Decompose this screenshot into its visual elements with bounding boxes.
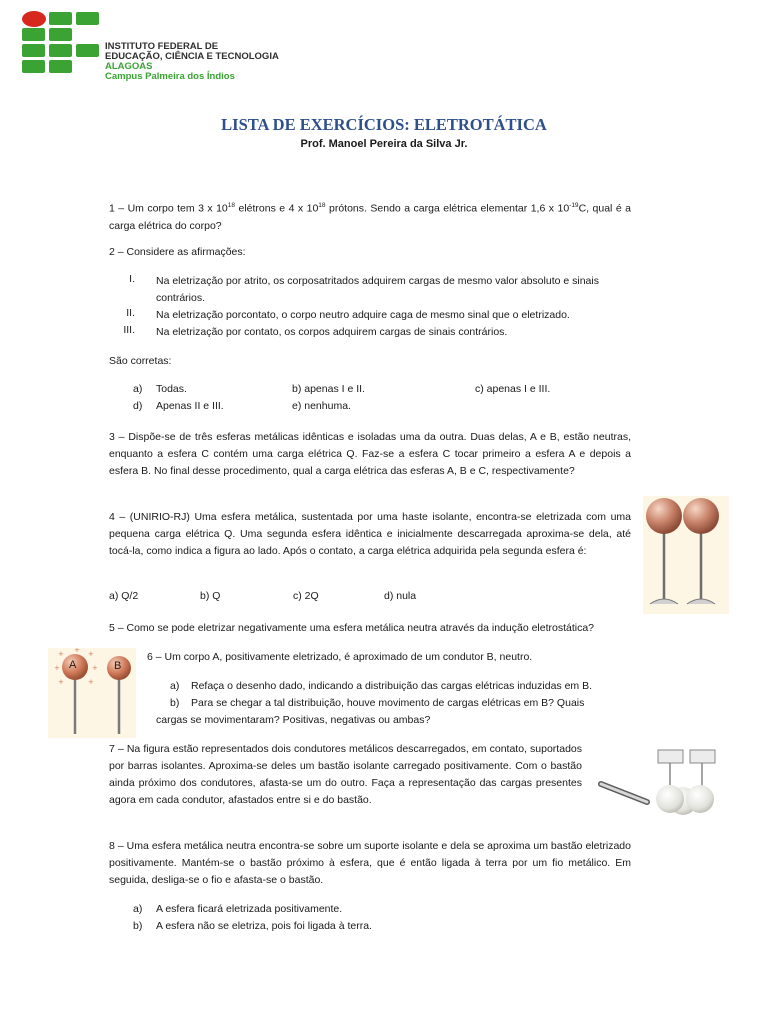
- q1-text-4: C, qual é a carga elétrica do corpo?: [109, 202, 631, 232]
- q6-a-label: a): [170, 680, 180, 692]
- q6-subitems: [109, 678, 631, 729]
- document-author: Prof. Manoel Pereira da Silva Jr.: [300, 138, 468, 150]
- q1-text-1: 1 – Um corpo tem 3 x 10: [109, 202, 228, 215]
- q1-text-2: elétrons e 4 x 10: [235, 202, 319, 215]
- q2-item-2-num: II.: [126, 307, 135, 319]
- q8-options: [109, 901, 631, 935]
- institute-name: [105, 42, 279, 82]
- q2-option-d-text: Apenas II e III.: [156, 400, 224, 412]
- q2-options: [109, 383, 631, 417]
- institute-line-1: INSTITUTO FEDERAL DE: [105, 41, 219, 52]
- q8-a-label: a): [133, 903, 143, 915]
- two-spheres-figure: [643, 496, 729, 614]
- question-3: 3 – Dispõe-se de três esferas metálicas idênticas e isoladas uma da outra. Duas delas, A e B, estão neutras, enquanto a esfera C contém uma carga elétrica Q. Faz-se a esfera C tocar primeiro a esfera A e depois a esfera B. No final desse procedimento, qual a carga elétrica das esferas A, B e C, respectivamente?: [109, 431, 631, 477]
- q2-item-1: [109, 273, 631, 307]
- q6-a-text: Refaça o desenho dado, indicando a distribuição das cargas elétricas induzidas em B.: [191, 680, 592, 692]
- question-4: 4 – (UNIRIO-RJ) Uma esfera metálica, sustentada por uma haste isolante, encontra-se eletrizada com uma pequena carga elétrica Q. Uma segunda esfera idêntica e inicialmente descarregada aproxima-se dela, até tocá-la, como indica a figura ao lado. Após o contato, a carga elétrica adquirida pela segunda esfera é:: [109, 511, 631, 557]
- q1-exp-3: -19: [569, 202, 579, 209]
- question-5: 5 – Como se pode eletrizar negativamente uma esfera metálica neutra através da indução eletrostática?: [109, 622, 595, 634]
- svg-text:+: +: [54, 664, 60, 672]
- q6-b-text-2: cargas se movimentaram? Positivas, negativas ou ambas?: [156, 714, 431, 726]
- institute-line-2: EDUCAÇÃO, CIÊNCIA E TECNOLOGIA: [105, 51, 279, 62]
- document-title: LISTA DE EXERCÍCIOS: ELETROTÁTICA: [221, 115, 547, 134]
- q1-text-3: prótons. Sendo a carga elétrica elementar 1,6 x 10: [325, 202, 570, 215]
- svg-text:+: +: [74, 648, 80, 654]
- q2-item-1-num: I.: [129, 273, 135, 285]
- question-6: 6 – Um corpo A, positivamente eletrizado, é aproximado de um condutor B, neutro.: [147, 651, 533, 663]
- q8-a-text: A esfera ficará eletrizada positivamente.: [156, 903, 343, 915]
- q2-option-d-label: d): [133, 400, 143, 412]
- svg-text:+: +: [88, 678, 94, 686]
- q4-option-b: b) Q: [200, 590, 221, 602]
- q2-item-2-text: Na eletrização porcontato, o corpo neutro adquire caga de mesmo sinal que o eletrizado.: [156, 309, 570, 321]
- q6-b-label: b): [170, 697, 180, 709]
- institute-logo: [22, 11, 102, 75]
- q2-item-3-num: III.: [123, 324, 135, 336]
- institute-line-3: ALAGOAS: [105, 61, 153, 72]
- q4-option-d: d) nula: [384, 590, 417, 602]
- q2-item-3-text: Na eletrização por contato, os corpos adquirem cargas de sinais contrários.: [156, 326, 508, 338]
- svg-text:+: +: [58, 650, 64, 658]
- question-2-intro: 2 – Considere as afirmações:: [109, 246, 246, 258]
- svg-text:+: +: [58, 678, 64, 686]
- q2-item-3: [109, 324, 631, 341]
- q2-option-e: e) nenhuma.: [292, 400, 351, 412]
- institute-line-4: Campus Palmeira dos Índios: [105, 71, 235, 82]
- q6-b-text: Para se chegar a tal distribuição, houve movimento de cargas elétricas em B? Quais: [191, 697, 585, 709]
- figure-label-a: A: [69, 659, 77, 671]
- q2-option-b: b) apenas I e II.: [292, 383, 365, 395]
- question-7: 7 – Na figura estão representados dois condutores metálicos descarregados, em contato, suportados por barras isolantes. Aproxima-se deles um bastão isolante carregado positivamente. Com o bastão ainda próximo dos condutores, afasta-se um do outro. Faça a representação das cargas presentes agora em cada condutor, afastados entre si e do bastão.: [109, 743, 582, 806]
- q4-option-c: c) 2Q: [293, 590, 319, 602]
- q2-correct-label: São corretas:: [109, 355, 172, 367]
- q1-exp-1: 18: [227, 202, 236, 209]
- q1-exp-2: 18: [318, 202, 326, 209]
- question-8: 8 – Uma esfera metálica neutra encontra-se sobre um suporte isolante e dela se aproxima um bastão eletrizado positivamente. Mantém-se o bastão próximo à esfera, que é então ligada à terra por um fio metálico. Em seguida, desliga-se o fio e afasta-se o bastão.: [109, 840, 631, 886]
- rod-and-conductors-figure: [597, 746, 723, 820]
- q2-item-2: [109, 307, 631, 324]
- q2-item-1-text: Na eletrização por atrito, os corposatritados adquirem cargas de mesmo valor absoluto e sinais contrários.: [156, 275, 599, 304]
- svg-text:+: +: [92, 664, 98, 672]
- q2-option-a-label: a): [133, 383, 143, 395]
- q4-option-a: a) Q/2: [109, 590, 139, 602]
- q8-b-text: A esfera não se eletriza, pois foi ligada à terra.: [156, 920, 372, 932]
- q2-option-c: c) apenas I e III.: [475, 383, 551, 395]
- figure-label-b: B: [114, 660, 122, 672]
- q2-option-a-text: Todas.: [156, 383, 187, 395]
- svg-text:+: +: [88, 650, 94, 658]
- question-1: [109, 197, 631, 235]
- q4-options: [109, 590, 509, 607]
- q8-b-label: b): [133, 920, 143, 932]
